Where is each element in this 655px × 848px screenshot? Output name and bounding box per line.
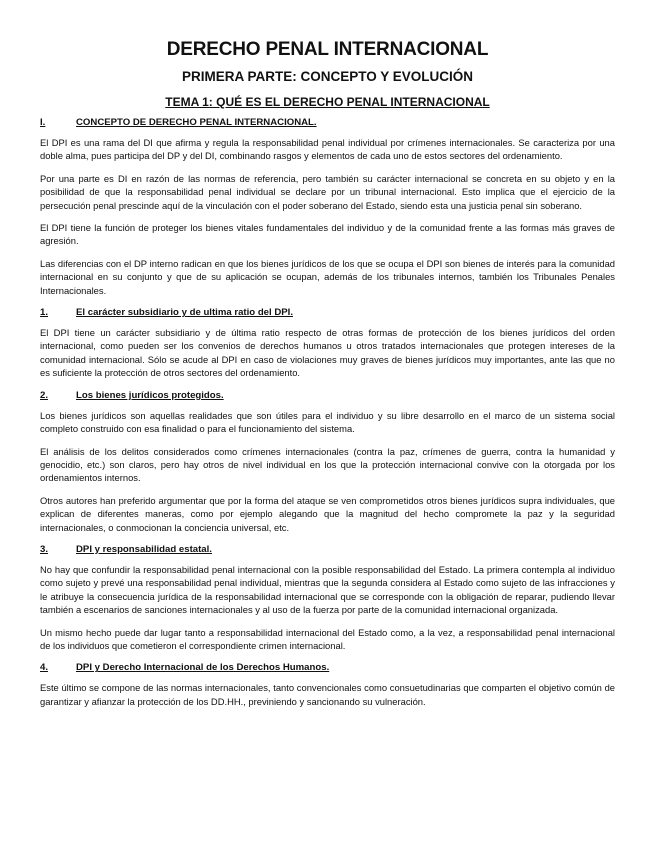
section-number: 2. <box>40 389 49 401</box>
paragraph: Otros autores han preferido argumentar que por la forma del ataque se ven comprometidos otros bienes jurídicos supra individuales, que explican de diferentes maneras, como por ejemplo alegando que la magnitud del hecho compromete la paz y la seguridad internacionales, o conmocionan la conciencia universal, etc. <box>40 494 615 533</box>
section-number: 4. <box>40 662 49 674</box>
paragraph: Este último se compone de las normas internacionales, tanto convencionales como consuetudinarias que comparten el objetivo común de garantizar y afianzar la protección de los DD.HH., previniendo y sancionando su vulneración. <box>40 682 615 707</box>
section-number: 3. <box>40 543 49 555</box>
paragraph: Un mismo hecho puede dar lugar tanto a responsabilidad internacional del Estado como, a la vez, a responsabilidad penal internacional de los individuos que cometieron el correspondiente crimen internacional. <box>40 626 615 651</box>
document-subtitle: PRIMERA PARTE: CONCEPTO Y EVOLUCIÓN <box>181 69 474 84</box>
section-title: El carácter subsidiario y de ultima ratio del DPI. <box>76 307 293 319</box>
tema-heading: TEMA 1: QUÉ ES EL DERECHO PENAL INTERNACIONAL <box>165 95 490 109</box>
paragraph: Las diferencias con el DP interno radican en que los bienes jurídicos de los que se ocupa el DPI son bienes de interés para la comunidad internacional en su conjunto y que de su aplicación se ocupan, además de los tribunales internos, también los Tribunales Penales Internacionales. <box>40 257 615 296</box>
paragraph: El DPI tiene la función de proteger los bienes vitales fundamentales del individuo y de la comunidad frente a las formas más graves de agresión. <box>40 222 615 247</box>
paragraph: No hay que confundir la responsabilidad penal internacional con la posible responsabilidad del Estado. La primera contempla al individuo como sujeto y prevé una responsabilidad penal individual, mientras que la segunda considera al Estado como sujeto de las infracciones y le atribuye la consecuencia jurídica de la responsabilidad internacional que se corresponde con la obligación de reparar, pudiendo llevar también a escenarios de sanciones internacionales y al uso de la fuerza por parte de la comunidad internacional organizada. <box>40 563 615 616</box>
document-title: DERECHO PENAL INTERNACIONAL <box>166 39 489 60</box>
section-title: DPI y responsabilidad estatal. <box>76 543 212 555</box>
section-number: 1. <box>40 307 49 319</box>
section-heading-2 <box>40 389 615 402</box>
section-heading-3 <box>40 543 615 556</box>
section-heading-i <box>40 116 615 129</box>
paragraph: El DPI es una rama del DI que afirma y regula la responsabilidad penal individual por crímenes internacionales. Se caracteriza por una doble alma, pues participa del DP y del DI, combinando rasgos y elementos de cada uno de estos sectores del ordenamiento. <box>40 137 615 162</box>
section-heading-1 <box>40 306 615 319</box>
paragraph: Los bienes jurídicos son aquellas realidades que son útiles para el individuo y su libre desarrollo en el marco de un sistema social completo construido con esa finalidad o para el funcionamiento del sistema. <box>40 409 615 435</box>
section-number: I. <box>40 117 46 128</box>
section-heading-4 <box>40 661 615 674</box>
section-title: CONCEPTO DE DERECHO PENAL INTERNACIONAL. <box>76 117 317 128</box>
paragraph: El análisis de los delitos considerados como crímenes internacionales (contra la paz, crímenes de guerra, contra la humanidad y genocidio, etc.) son claros, pero hay otros de nivel individual en los que la protección internacional convive con la otorgada por los ordenamientos internos. <box>40 445 615 484</box>
section-title: Los bienes jurídicos protegidos. <box>76 389 224 401</box>
paragraph: Por una parte es DI en razón de las normas de referencia, pero también su carácter internacional se concreta en su objeto y en la posibilidad de que la responsabilidad penal individual se declare por un tribunal internacional. Esto implica que el ejercicio de la persecución penal prescinde aquí de la vinculación con el poder soberano del Estado, siendo esta una justicia penal sin soberano. <box>40 172 615 211</box>
paragraph: El DPI tiene un carácter subsidiario y de última ratio respecto de otras formas de protección de los bienes jurídicos del orden internacional, como pueden ser los convenios de derechos humanos u otros tratados internacionales que protegen intereses de la comunidad internacional. Sólo se acude al DPI en caso de violaciones muy graves de bienes jurídicos muy importantes, ante las que no es suficiente la protección de otros sectores del ordenamiento. <box>40 327 615 379</box>
section-title: DPI y Derecho Internacional de los Derechos Humanos. <box>76 662 330 674</box>
